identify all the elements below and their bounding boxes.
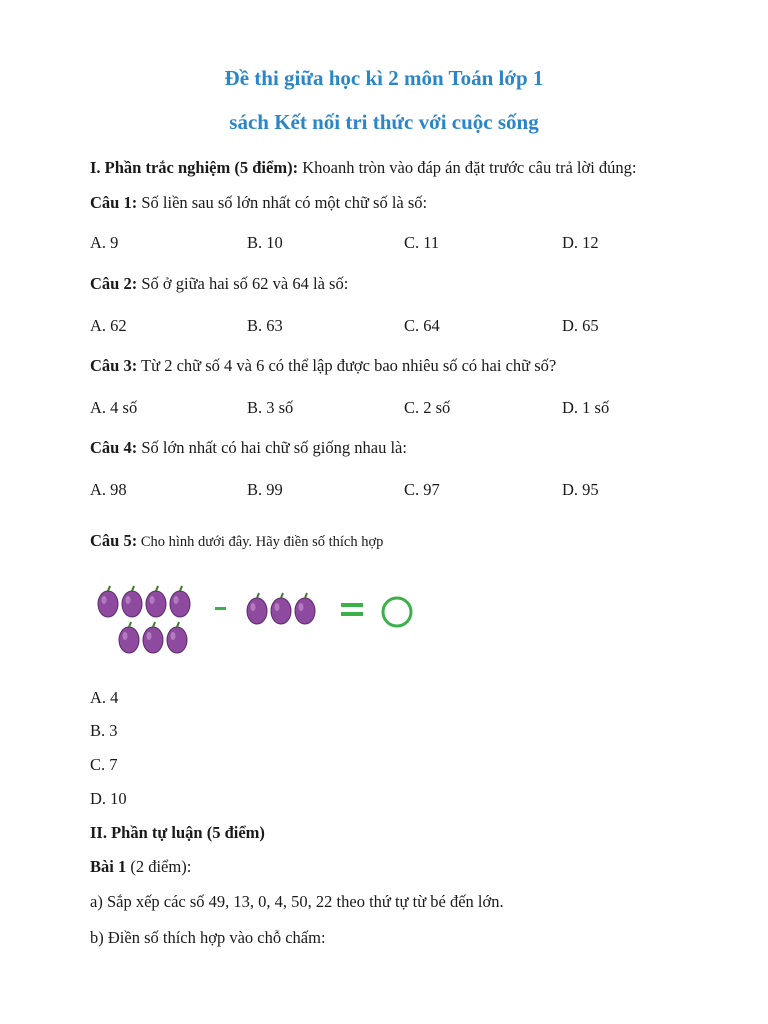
answer-circle [383,598,411,626]
bai-1-part-b: b) Điền số thích hợp vào chỗ chấm: [90,928,326,947]
q4-option-b: B. 99 [247,480,283,499]
question-2 [90,274,348,294]
plum-icon [119,622,139,653]
doc-title-line-1: Đề thi giữa học kì 2 môn Toán lớp 1 [224,66,544,90]
q2-option-d: D. 65 [562,316,599,335]
question-1-text: Số liền sau số lớn nhất có một chữ số là số: [137,193,428,212]
section-1-header [90,158,637,178]
question-2-text: Số ở giữa hai số 62 và 64 là số: [137,274,349,293]
plum-group-right [247,593,315,624]
q5-option-c: C. 7 [90,755,118,774]
plum-subtraction-figure [94,578,424,660]
q1-option-b: B. 10 [247,233,283,252]
plum-icon [271,593,291,624]
section-1-instruction: Khoanh tròn vào đáp án đặt trước câu trả lời đúng: [298,158,637,177]
bai-1 [90,857,191,877]
question-3 [90,356,556,376]
q3-option-a: A. 4 số [90,398,138,417]
q5-option-d: D. 10 [90,789,127,808]
question-5 [90,531,383,551]
equals-sign-bottom [341,612,363,616]
q1-option-a: A. 9 [90,233,119,252]
q3-option-b: B. 3 số [247,398,294,417]
bai-1-part-a: a) Sắp xếp các số 49, 13, 0, 4, 50, 22 theo thứ tự từ bé đến lớn. [90,892,504,911]
question-4-label: Câu 4: [90,438,138,457]
question-5-label: Câu 5: [90,531,138,550]
plum-icon [146,586,166,617]
plum-icon [98,586,118,617]
section-2-heading: II. Phần tự luận (5 điểm) [90,823,265,842]
q3-option-d: D. 1 số [562,398,610,417]
plum-icon [122,586,142,617]
q4-option-c: C. 97 [404,480,440,499]
plum-icon [247,593,267,624]
section-1-heading: I. Phần trắc nghiệm (5 điểm): [90,158,299,177]
plum-icon [143,622,163,653]
question-3-label: Câu 3: [90,356,138,375]
plum-icon [167,622,187,653]
q5-option-b: B. 3 [90,721,118,740]
q2-option-c: C. 64 [404,316,440,335]
doc-title-line-2: sách Kết nối tri thức với cuộc sống [229,110,539,134]
question-1 [90,193,427,213]
q1-option-d: D. 12 [562,233,599,252]
question-5-text: Cho hình dưới đây. Hãy điền số thích hợp [137,534,384,550]
question-3-text: Từ 2 chữ số 4 và 6 có thể lập được bao nhiêu số có hai chữ số? [137,356,557,375]
q3-option-c: C. 2 số [404,398,451,417]
q1-option-c: C. 11 [404,233,440,252]
question-4 [90,438,407,458]
bai-1-label: Bài 1 [90,857,127,876]
q2-option-b: B. 63 [247,316,283,335]
plum-icon [170,586,190,617]
q2-option-a: A. 62 [90,316,127,335]
q5-option-a: A. 4 [90,688,119,707]
bai-1-points: (2 điểm): [126,857,192,876]
plum-icon [295,593,315,624]
equals-sign-top [341,603,363,607]
q4-option-a: A. 98 [90,480,127,499]
question-2-label: Câu 2: [90,274,138,293]
minus-sign [215,607,226,610]
q4-option-d: D. 95 [562,480,599,499]
question-1-label: Câu 1: [90,193,138,212]
question-4-text: Số lớn nhất có hai chữ số giống nhau là: [137,438,407,457]
plum-group-left [98,586,190,653]
section-2-header [90,823,265,843]
